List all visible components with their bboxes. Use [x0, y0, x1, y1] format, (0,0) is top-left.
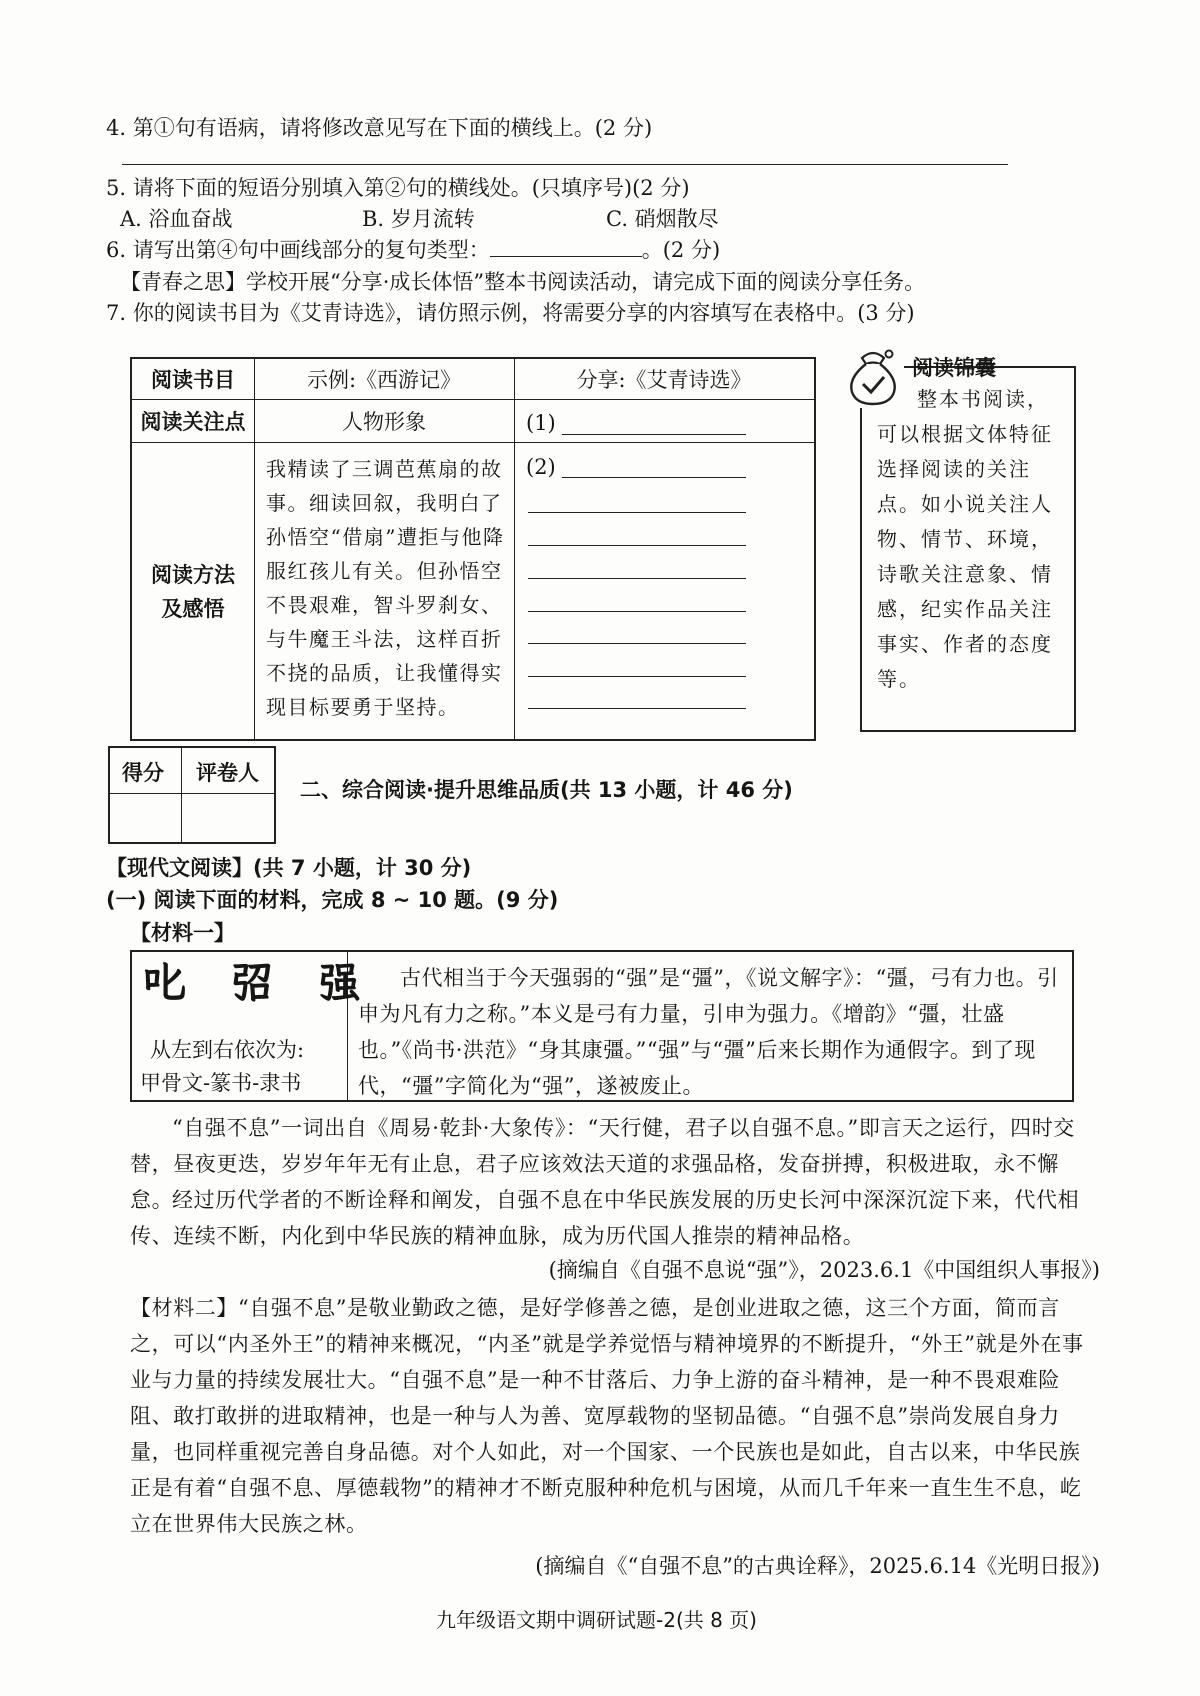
- modern-reading-heading: 【现代文阅读】(共 7 小题，计 30 分): [106, 856, 472, 880]
- answer-line-2[interactable]: [528, 611, 746, 612]
- answer-line-2[interactable]: [528, 578, 746, 579]
- score-box: [108, 746, 276, 844]
- cell-method-label: [132, 442, 254, 742]
- question-6: [106, 234, 720, 264]
- answer-line-2[interactable]: [528, 512, 746, 513]
- ancient-glyphs: 𫜸 弨 强: [142, 957, 375, 1008]
- tips-title: 阅读锦囊: [912, 356, 996, 380]
- question-7: 7. 你的阅读书目为《艾青诗选》，请仿照示例，将需要分享的内容填写在表格中。(3 分): [106, 301, 915, 325]
- page-footer: 九年级语文期中调研试题-2(共 8 页): [436, 1608, 757, 1632]
- answer-line-2[interactable]: [528, 643, 746, 644]
- blank-1-label: (1): [526, 411, 556, 435]
- glyph-caption-1: 从左到右依次为:: [150, 1038, 305, 1062]
- source-2: (摘编自《“自强不息”的古典诠释》，2025.6.14《光明日报》): [535, 1554, 1100, 1578]
- tips-text: 整本书阅读，可以根据文体特征选择阅读的关注点。如小说关注人物、情节、环境，诗歌关注意象、情感，纪实作品关注事实、作者的态度等。: [877, 387, 1053, 691]
- question-5: 5. 请将下面的短语分别填入第②句的横线处。(只填序号)(2 分): [106, 176, 690, 200]
- score-input[interactable]: [111, 795, 179, 843]
- answer-line-2[interactable]: [528, 676, 746, 677]
- answer-line-2[interactable]: [562, 477, 746, 478]
- material-1-text: 古代相当于今天强弱的“强”是“彊”，《说文解字》：“彊，弓有力也。引申为凡有力之称。”本义是弓有力量，引申为强力。《增韵》“彊，壮盛也。”《尚书·洪范》“身其康彊。”“强”与“彊”后来长期作为通假字。到了现代，“彊”字简化为“强”，遂被废止。: [358, 966, 1059, 1098]
- option-a: A. 浴血奋战: [120, 207, 233, 231]
- answer-line-4: [122, 164, 1008, 165]
- material-2: 【材料二】“自强不息”是敬业勤政之德，是好学修善之德，是创业进取之德，这三个方面，简而言之，可以“内圣外王”的精神来概况，“内圣”就是学养觉悟与精神境界的不断提升，“外王”就是外在事业与力量的持续发展壮大。“自强不息”是一种不甘落后、力争上游的奋斗精神，是一种不畏艰难险阻、敢打敢拼的进取精神，也是一种与人为善、宽厚载物的坚韧品德。“自强不息”崇尚发展自身力量，也同样重视完善自身品德。对个人如此，对一个国家、一个民族也是如此，自古以来，中华民族正是有着“自强不息、厚德载物”的精神才不断克服种种危机与困境，从而几千年来一直生生不息，屹立在世界伟大民族之林。: [130, 1296, 1084, 1536]
- score-divider: [181, 748, 182, 842]
- question-6-text: 6. 请写出第④句中画线部分的复句类型：: [106, 238, 490, 262]
- grader-input[interactable]: [183, 795, 275, 843]
- score-label: 得分: [122, 761, 164, 785]
- section-2-title: 二、综合阅读·提升思维品质(共 13 小题，计 46 分): [300, 778, 793, 802]
- answer-line-2[interactable]: [528, 545, 746, 546]
- part-1-heading: (一) 阅读下面的材料，完成 8 ~ 10 题。(9 分): [106, 888, 559, 912]
- method-label-line1: 阅读方法: [151, 563, 235, 587]
- score-divider: [110, 793, 274, 794]
- answer-blank-6[interactable]: [490, 239, 642, 257]
- table-divider: [514, 359, 515, 739]
- method-label-line2: 及感悟: [161, 597, 225, 621]
- source-1: (摘编自《自强不息说“强”》，2023.6.1《中国组织人事报》): [548, 1258, 1100, 1282]
- option-c: C. 硝烟散尽: [606, 207, 719, 231]
- cell-book-label: 阅读书目: [151, 368, 235, 392]
- cell-share-book: 分享:《艾青诗选》: [576, 368, 752, 392]
- blank-2-label: (2): [526, 455, 556, 479]
- cell-focus-example: 人物形象: [342, 409, 426, 434]
- grader-label: 评卷人: [196, 761, 259, 785]
- example-method-text: 我精读了三调芭蕉扇的故事。细读回叙，我明白了孙悟空“借扇”遭拒与他降服红孩儿有关。但孙悟空不畏艰难，智斗罗刹女、与牛魔王斗法，这样百折不挠的品质，让我懂得实现目标要勇于坚持。: [266, 457, 505, 719]
- answer-line-2[interactable]: [528, 708, 746, 709]
- option-b: B. 岁月流转: [362, 207, 475, 231]
- question-4: 4. 第①句有语病，请将修改意见写在下面的横线上。(2 分): [106, 116, 653, 140]
- cell-focus-label: 阅读关注点: [140, 409, 246, 434]
- cell-example-book: 示例:《西游记》: [306, 368, 462, 392]
- answer-line-1[interactable]: [562, 434, 746, 435]
- paragraph-1: “自强不息”一词出自《周易·乾卦·大象传》：“天行健，君子以自强不息。”即言天之运行，四时交替，昼夜更迭，岁岁年年无有止息，君子应该效法天道的求强品格，发奋拼搏，积极进取，永不懈怠。: [130, 1116, 1075, 1212]
- question-6-score: 。(2 分): [641, 238, 721, 262]
- paragraph-2: 经过历代学者的不断诠释和阐发，自强不息在中华民族发展的历史长河中深深沉淀下来，代代相传、连续不断，内化到中华民族的精神血脉，成为历代国人推崇的精神品格。: [130, 1188, 1080, 1248]
- material-1-label: 【材料一】: [130, 921, 235, 945]
- youth-intro: 【青春之思】学校开展“分享·成长体悟”整本书阅读活动，请完成下面的阅读分享任务。: [120, 270, 926, 294]
- glyph-caption-2: 甲骨文-篆书-隶书: [140, 1071, 302, 1095]
